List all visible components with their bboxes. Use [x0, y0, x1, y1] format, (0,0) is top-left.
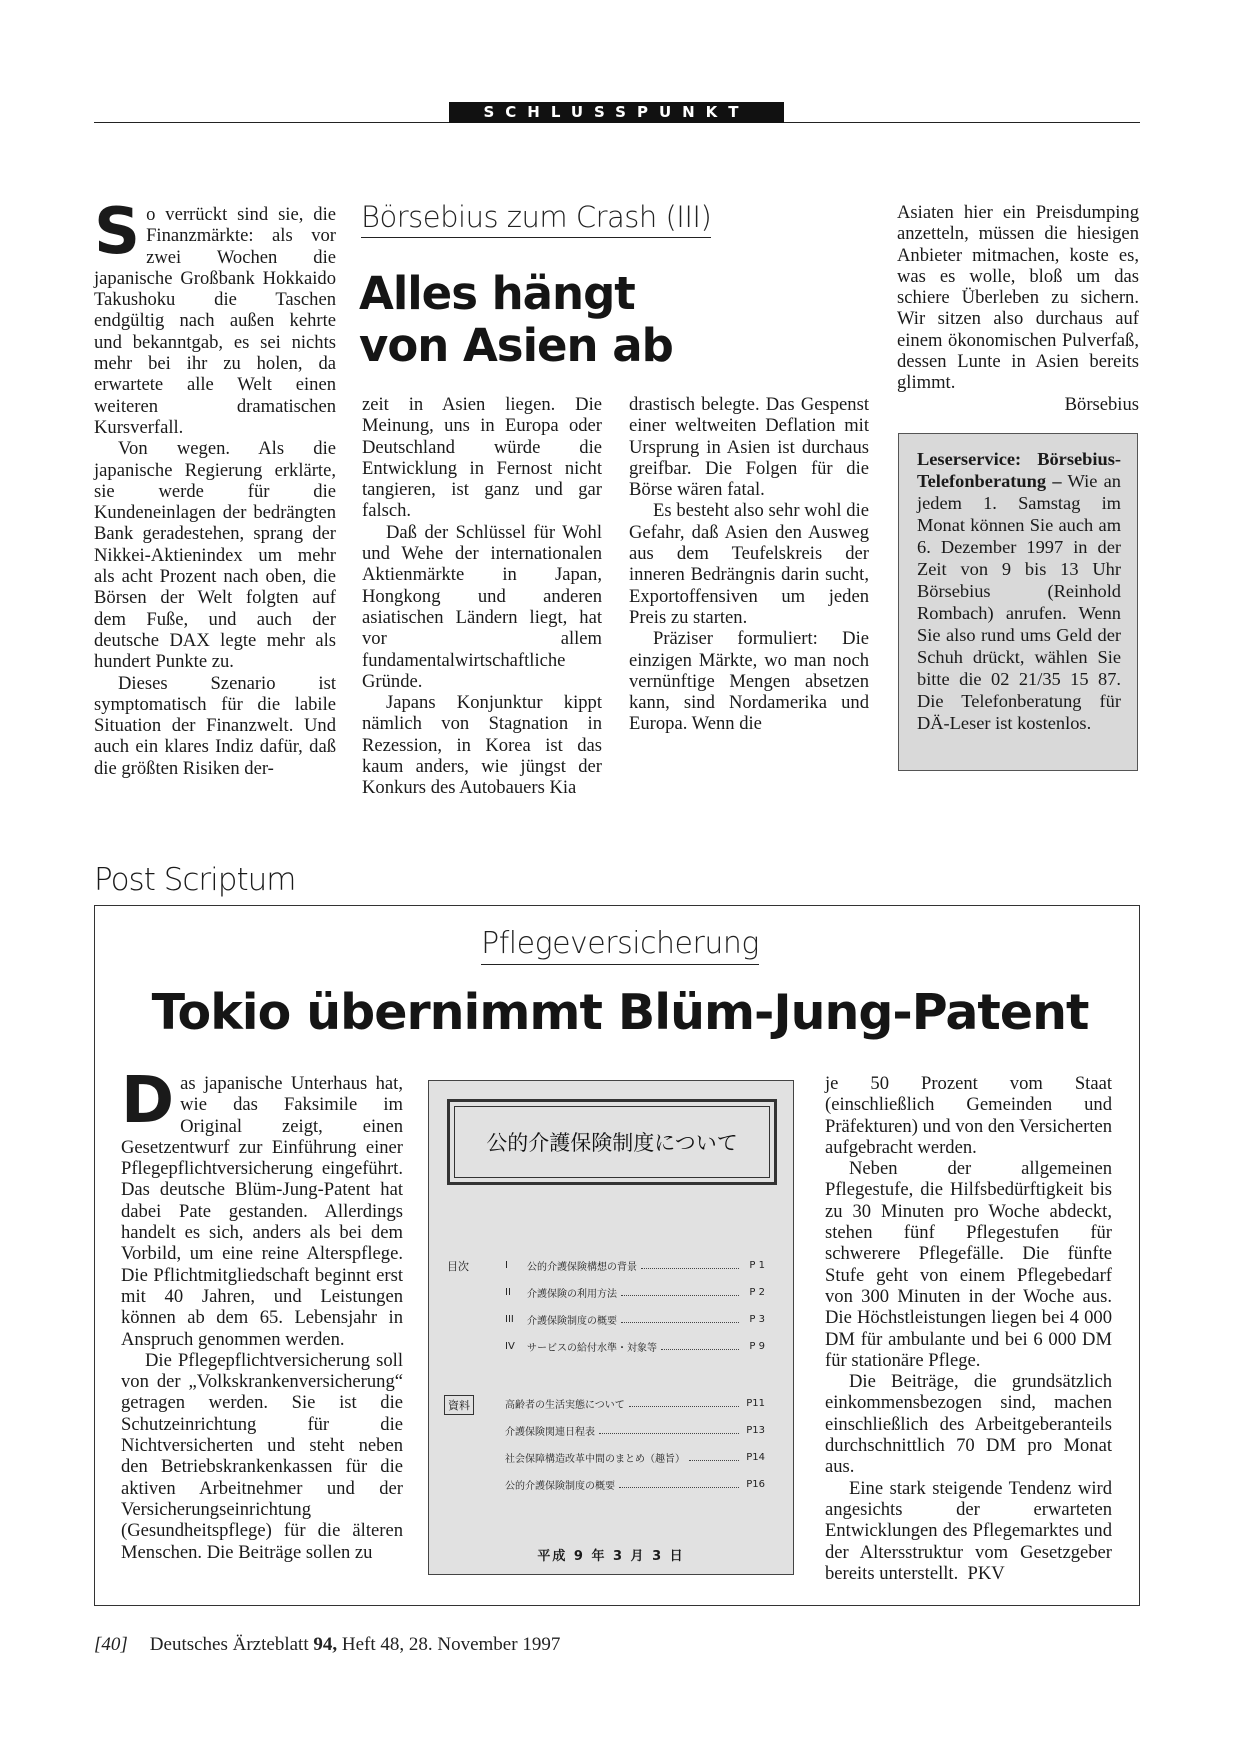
- toc-dots: [599, 1427, 739, 1434]
- postscriptum-label: Post Scriptum: [94, 862, 296, 898]
- paragraph: Neben der allgemeinen Pflegestufe, die Hilfsbedürftigkeit bis zu 30 Minuten pro Woche abdeckt, stehen fünf Pflegestufen für schwerere Pflegefälle. Die fünfte Stufe geht von einem Pflegebedarf von 300 Minuten in der Woche aus. Die Höchstleistungen liegen bei 4 000 DM für ambulante und bei 6 000 DM für stationäre Pflege.: [825, 1158, 1112, 1371]
- toc-num: III: [505, 1314, 514, 1325]
- toc-page: P 1: [749, 1260, 765, 1271]
- toc-num: II: [505, 1287, 511, 1298]
- toc-title: サービスの給付水準・対象等: [527, 1343, 657, 1354]
- journal-volume: 94,: [313, 1634, 338, 1655]
- facsimile-image: [428, 1080, 794, 1575]
- paragraph: Daß der Schlüssel für Wohl und Wehe der internationalen Aktienmärkte in Japan, Hongkong und anderen asiatischen Ländern liegt, hat vor allem fundamentalwirtschaftliche Gründe.: [362, 521, 602, 692]
- article1-column-1: [94, 195, 336, 779]
- facsimile-date: 平成 9 年 3 月 3 日: [537, 1549, 685, 1564]
- postscriptum-column-left: [121, 1064, 403, 1563]
- paragraph: Eine stark steigende Tendenz wird angesichts der erwarteten Entwicklungen des Pflegemarktes und der Altersstruktur vom Gesetzgeber bereits unterstellt.: [825, 1477, 1112, 1584]
- leserservice-title: Leserservice: Börsebius-Telefonberatung –: [917, 449, 1121, 491]
- dropcap: D: [121, 1064, 175, 1138]
- appendix-row: [505, 1423, 765, 1438]
- leserservice-box: [898, 433, 1138, 771]
- toc-page: P16: [746, 1479, 765, 1490]
- headline-line: von Asien ab: [359, 319, 673, 372]
- toc-title: 社会保障構造改革中間のまとめ（趣旨）: [505, 1454, 685, 1465]
- appendix-row: [505, 1396, 765, 1411]
- leserservice-text: Wie an jedem 1. Samstag im Monat können Sie auch am 6. Dezember 1997 in der Zeit von 9 bis 13 Uhr Börsebius (Reinhold Rombach) anrufen. Wenn Sie also rund ums Geld der Schuh drückt, wählen Sie bitte die 02 21/35 15 87. Die Telefonberatung für DÄ-Leser ist kostenlos.: [917, 471, 1121, 733]
- toc-dots: [641, 1262, 739, 1269]
- paragraph: o verrückt sind sie, die Finanzmärkte: als vor zwei Wochen die japanische Großbank Hokkaido Takushoku die Taschen endgültig nach außen kehrte und bekanntgab, es sei nichts mehr bei ihr zu holen, da erwartete alle Welt einen weiteren dramatischen Kursverfall.: [94, 204, 336, 438]
- toc-row: [505, 1258, 765, 1273]
- paragraph: Asiaten hier ein Preisdumping anzetteln, müssen die hiesigen Anbieter mitmachen, koste es, was es wolle, bloß um das schiere Überleben zu sichern. Wir sitzen also durchaus auf einem ökonomischen Pulverfaß, dessen Lunte in Asien bereits glimmt.: [897, 202, 1139, 394]
- article1-column-2: [362, 394, 602, 799]
- article1-column-4: [897, 202, 1139, 415]
- page-footer: [94, 1634, 560, 1656]
- postscriptum-kicker: Pflegeversicherung: [0, 926, 1240, 961]
- toc-title: 公的介護保険制度の概要: [505, 1481, 615, 1492]
- toc-dots: [629, 1400, 739, 1407]
- paragraph: drastisch belegte. Das Gespenst einer weltweiten Deflation mit Ursprung in Asien ist durchaus greifbar. Die Folgen für die Börse wären fatal.: [629, 394, 869, 501]
- toc-dots: [661, 1343, 739, 1350]
- article1-column-3: [629, 394, 869, 735]
- journal-issue: Heft 48, 28. November 1997: [341, 1634, 561, 1655]
- toc-title: 介護保険の利用方法: [527, 1289, 617, 1300]
- dropcap: S: [94, 195, 141, 269]
- toc-page: P 2: [749, 1287, 765, 1298]
- toc-page: P 9: [749, 1341, 765, 1352]
- section-banner: SCHLUSSPUNKT: [449, 102, 784, 123]
- appendix-row: [505, 1450, 765, 1465]
- toc-dots: [689, 1454, 739, 1461]
- toc-page: P11: [746, 1398, 765, 1409]
- toc-row: [505, 1285, 765, 1300]
- facsimile-title: 公的介護保険制度について: [454, 1106, 770, 1178]
- toc-num: I: [505, 1260, 508, 1271]
- paragraph: Dieses Szenario ist symptomatisch für die labile Situation der Finanzwelt. Und auch ein klares Indiz dafür, daß die größten Risiken der-: [94, 672, 336, 779]
- author-signature: PKV: [967, 1562, 1005, 1584]
- postscriptum-column-right: [825, 1073, 1112, 1584]
- toc-page: P 3: [749, 1314, 765, 1325]
- toc-page: P13: [746, 1425, 765, 1436]
- facsimile-title-box: [447, 1099, 777, 1185]
- paragraph: Präziser formuliert: Die einzigen Märkte, wo man noch vernünftige Mengen absetzen kann, sind Nordamerika und Europa. Wenn die: [629, 628, 869, 735]
- paragraph: Die Beiträge, die grundsätzlich einkommensbezogen sind, machen einschließlich des Arbeitgeberanteils durchschnittlich 70 DM pro Monat aus.: [825, 1371, 1112, 1478]
- toc-page: P14: [746, 1452, 765, 1463]
- paragraph: zeit in Asien liegen. Die Meinung, uns in Europa oder Deutschland würde die Entwicklung in Fernost nicht tangieren, ist ganz und gar falsch.: [362, 394, 602, 522]
- toc-dots: [619, 1481, 739, 1488]
- paragraph: Die Pflegepflichtversicherung soll von der „Volkskrankenversicherung“ getragen werden. Sie ist die Schutzeinrichtung für die Nichtversicherten und steht neben den Betriebskrankenkassen für die aktiven Arbeitnehmer und der Versicherungseinrichtung (Gesundheitspflege) für die älteren Menschen. Die Beiträge sollen zu: [121, 1349, 403, 1563]
- appendix-row: [505, 1477, 765, 1492]
- toc-title: 高齢者の生活実態について: [505, 1400, 625, 1411]
- toc-title: 介護保険関連日程表: [505, 1427, 595, 1438]
- paragraph: Japans Konjunktur kippt nämlich von Stagnation in Rezession, in Korea ist das kaum anders, wie jüngst der Konkurs des Autobauers Kia: [362, 692, 602, 799]
- headline-line: Alles hängt: [359, 267, 635, 320]
- postscriptum-headline: Tokio übernimmt Blüm-Jung-Patent: [151, 984, 1089, 1041]
- journal-name: Deutsches Ärzteblatt: [149, 1634, 309, 1655]
- facsimile-toc-label: 目次: [447, 1260, 469, 1273]
- paragraph: as japanische Unterhaus hat, wie das Faksimile im Original zeigt, einen Gesetzentwurf zur Einführung einer Pflegepflichtversicherung eingeführt. Das deutsche Blüm-Jung-Patent hat dabei Pate gestanden. Allerdings handelt es sich, anders als bei dem Vorbild, um eine reine Alterspflege. Die Pflichtmitgliedschaft beginnt erst mit 40 Jahren, und Leistungen können ab dem 65. Lebensjahr in Anspruch genommen werden.: [121, 1073, 403, 1350]
- toc-dots: [621, 1289, 739, 1296]
- paragraph: Von wegen. Als die japanische Regierung erklärte, sie werde für die Kundeneinlagen der bedrängten Bank geradestehen, sprang der Nikkei-Aktienindex um mehr als acht Prozent nach oben, die Börsen der Welt folgten auf dem Fuße, und auch der deutsche DAX legte mehr als hundert Punkte zu.: [94, 438, 336, 673]
- toc-row: [505, 1312, 765, 1327]
- paragraph: Es besteht also sehr wohl die Gefahr, daß Asien den Ausweg aus dem Teufelskreis der inneren Bedrängnis darin sucht, Exportoffensiven um jeden Preis zu starten.: [629, 500, 869, 628]
- facsimile-appendix-label: 資料: [444, 1395, 474, 1415]
- toc-row: [505, 1339, 765, 1354]
- toc-title: 公的介護保険構想の背景: [527, 1262, 637, 1273]
- paragraph: je 50 Prozent vom Staat (einschließlich Gemeinden und Präfekturen) und von den Versicherten aufgebracht werden.: [825, 1073, 1112, 1158]
- author-signature: Börsebius: [1064, 393, 1139, 415]
- article1-kicker: Börsebius zum Crash (III): [361, 200, 711, 234]
- toc-num: IV: [505, 1341, 515, 1352]
- page-number: [40]: [94, 1634, 128, 1655]
- article1-headline: [359, 268, 673, 372]
- toc-title: 介護保険制度の概要: [527, 1316, 617, 1327]
- toc-dots: [621, 1316, 739, 1323]
